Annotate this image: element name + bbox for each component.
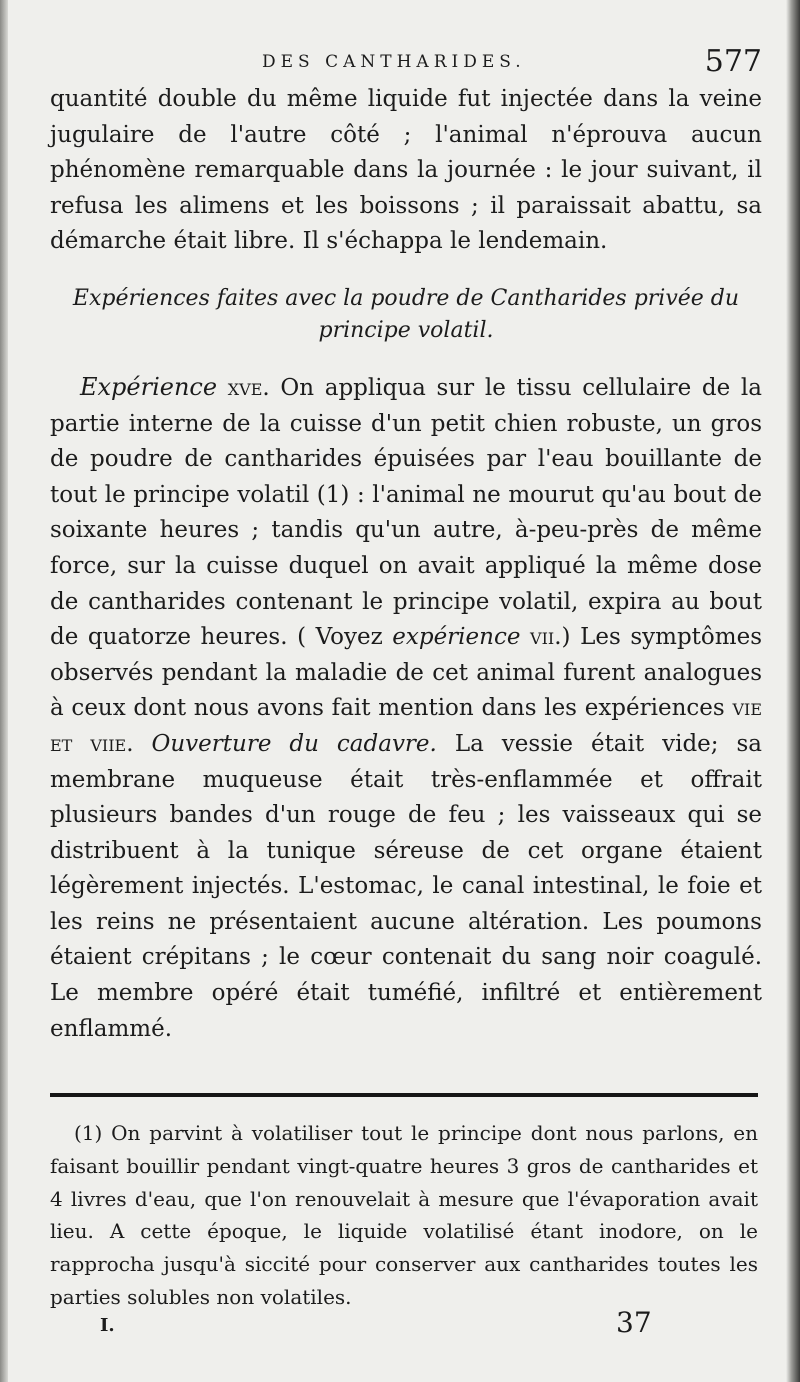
experiment-reference: expérience (392, 624, 521, 651)
experiment-text-b: Les symptômes observés pendant la maladie de cet animal furent analogues à ceux dont nous avons fait mention dans les expériences (50, 624, 762, 722)
running-title: DES CANTHARIDES. (262, 52, 526, 72)
main-text (50, 82, 762, 1047)
section-heading: Expériences faites avec la poudre de Cantharides privée du principe volatil. (72, 285, 740, 343)
signature-mark: I. (100, 1315, 115, 1336)
experiment-label: Expérience (80, 372, 218, 401)
footnote-rule (50, 1093, 758, 1097)
footnote-text: (1) On parvint à volatiliser tout le principe dont nous parlons, en faisant bouillir pendant vingt-quatre heures 3 gros de cantharides et 4 livres d'eau, que l'on renouvelait à mesure que l'évaporation avait lieu. A cette époque, le liquide volatilisé étant inodore, on le rapprocha jusqu'à siccité pour conserver aux cantharides toutes les parties solubles non volatiles. (50, 1121, 758, 1309)
experiment-reference-number: vii.) (530, 624, 571, 651)
footnote (50, 1117, 758, 1314)
experiment-paragraph (50, 370, 762, 1047)
experiment-text-c: La vessie était vide; sa membrane muqueuse était très-enflammée et offrait plusieurs bandes d'un rouge de feu ; les vaisseaux qui se distribuent à la tunique séreuse de cet organe étaient légèrement injectés. L'estomac, le canal intestinal, le foie et les reins ne présentaient aucune altération. Les poumons étaient crépitans ; le cœur contenait du sang noir coagulé. Le membre opéré était tuméfié, infiltré et entièrement enflammé. (50, 730, 763, 1042)
continuation-paragraph: quantité double du même liquide fut injectée dans la veine jugulaire de l'autre côté ; l'animal n'éprouva aucun phénomène remarquable dans la journée : le jour suivant, il refusa les alimens et les boissons ; il paraissait abattu, sa démarche était libre. Il s'échappa le lendemain. (50, 86, 762, 255)
page-number: 577 (704, 44, 762, 79)
experiment-number: xve. (227, 374, 270, 401)
experiment-reference-numbers: vie et viie. (50, 695, 762, 757)
running-head (50, 46, 762, 86)
experiment-text-a: On appliqua sur le tissu cellulaire de la partie interne de la cuisse d'un petit chien robuste, un gros de poudre de cantharides épuisées par l'eau bouillante de tout le principe volatil (1) : l'animal ne mourut qu'au bout de soixante heures ; tandis qu'un autre, à-peu-près de même force, sur la cuisse duquel on avait appliqué la même dose de cantharides contenant le principe volatil, expira au bout de quatorze heures. ( Voyez (50, 374, 763, 651)
catchword: 37 (616, 1306, 652, 1339)
autopsy-subheading: Ouverture du cadavre. (151, 730, 437, 757)
